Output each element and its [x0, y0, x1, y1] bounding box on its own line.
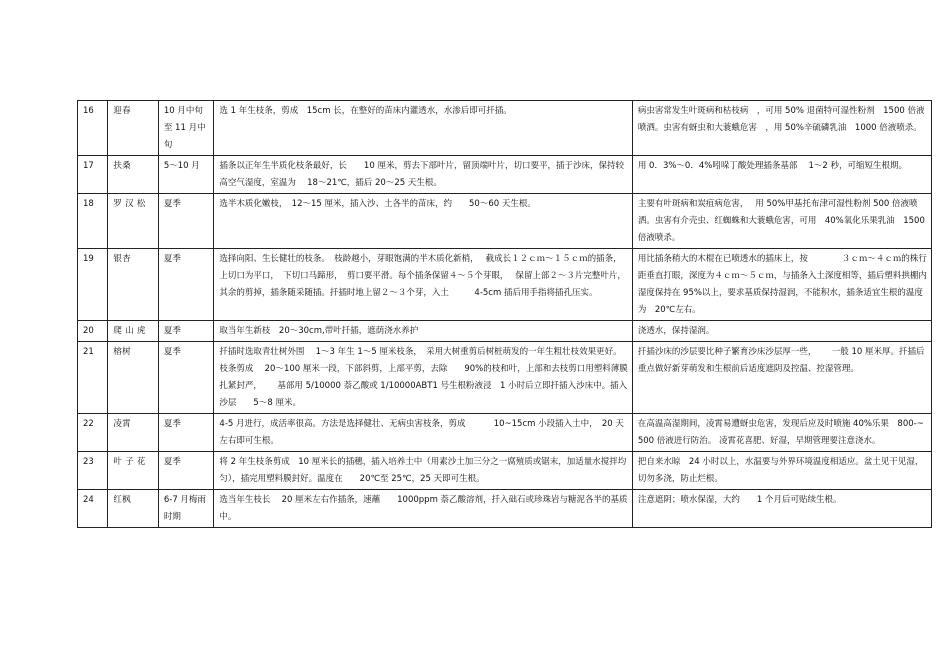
- table-row: [78, 490, 932, 528]
- plant-name: 爬 山 虎: [108, 321, 159, 342]
- cutting-time: 夏季: [158, 452, 214, 490]
- cutting-method: 4-5 月进行，成活率很高。方法是选择健壮、无病虫害枝条，剪成 10~15cm 小段插入土中， 20 天左右即可生根。: [214, 414, 632, 452]
- cutting-method: 选择向阳、生长健壮的枝条。 枝龄越小，芽眼饱满的半木质化新梢， 截成长１２ｃｍ～１５ｃｍ的插条，上切口为平口， 下切口马蹄形， 剪口要平滑。每个插条保留４～５个芽眼， 保留上部２～３片完整叶片，其余的剪掉，插条随采随插。扦插时地上留２～３个芽，入土 4-5cm 插后用手指将插孔压实。: [214, 249, 632, 321]
- table-row: [78, 321, 932, 342]
- plant-name: 迎春: [108, 101, 159, 156]
- cutting-propagation-table: [77, 100, 932, 528]
- row-number: 19: [78, 249, 108, 321]
- plant-name: 榕树: [108, 342, 159, 414]
- cutting-method: 选 1 年生枝条，剪成 15cm 长，在整好的苗床内灌透水，水渗后即可扦插。: [214, 101, 632, 156]
- cutting-time: 夏季: [158, 249, 214, 321]
- cutting-time: 夏季: [158, 414, 214, 452]
- care-notes: 在高温高湿期间，凌霄易遭蚜虫危害，发现后应及时喷施 40%乐果 800-~500 倍液进行防治。 凌霄花喜肥、好湿，早期管理要注意浇水。: [632, 414, 931, 452]
- row-number: 18: [78, 194, 108, 249]
- plant-name: 扶桑: [108, 156, 159, 194]
- row-number: 17: [78, 156, 108, 194]
- plant-name: 罗 汉 松: [108, 194, 159, 249]
- cutting-method: 选半木质化嫩枝， 12～15 厘米，插入沙、土各半的苗床，约 50～60 天生根。: [214, 194, 632, 249]
- cutting-method: 将 2 年生枝条剪成 10 厘米长的插穗，插入培养土中（用素沙土加三分之一腐殖质或锯末，加适量水搅拌均匀），插完用塑料膜封好。温度在 20℃至 25℃，25 天即可生根。: [214, 452, 632, 490]
- table-row: [78, 414, 932, 452]
- plant-name: 银杏: [108, 249, 159, 321]
- table-row: [78, 101, 932, 156]
- care-notes: 扦插沙床的沙层要比种子繁育沙床沙层厚一些， 一般 10 厘米厚。扦插后重点做好新芽萌发和生根前后适度遮阴及控温、控湿管理。: [632, 342, 931, 414]
- plant-name: 凌霄: [108, 414, 159, 452]
- care-notes: 浇透水，保持湿润。: [632, 321, 931, 342]
- cutting-method: 插条以正年生半质化枝条最好，长 10 厘米，剪去下部叶片，留顶端叶片，切口要平，插于沙床，保持较高空气湿度，室温为 18～21℃，插后 20～25 天生根。: [214, 156, 632, 194]
- cutting-time: 5～10 月: [158, 156, 214, 194]
- row-number: 23: [78, 452, 108, 490]
- cutting-time: 6-7 月梅雨时期: [158, 490, 214, 528]
- table-row: [78, 249, 932, 321]
- row-number: 21: [78, 342, 108, 414]
- row-number: 20: [78, 321, 108, 342]
- cutting-time: 夏季: [158, 342, 214, 414]
- table-row: [78, 452, 932, 490]
- care-notes: 把自来水晾 24 小时以上，水温要与外界环境温度相适应。盆土见干见湿，切勿多浇，防止烂根。: [632, 452, 931, 490]
- table-row: [78, 156, 932, 194]
- row-number: 24: [78, 490, 108, 528]
- cutting-time: 夏季: [158, 194, 214, 249]
- plant-name: 叶 子 花: [108, 452, 159, 490]
- cutting-method: 扦插时选取青壮树外围 1～3 年生 1～5 厘米枝条， 采用大树重剪后树桩萌发的一年生粗壮枝效果更好。枝条剪成 20～100 厘米一段，下部斜剪，上部平剪，去除 90%的枝和叶，上部和去枝剪口用塑料薄膜扎紧封严， 基部用 5/10000 萘乙酸或 1/10000ABT1 号生根粉液浸 1 小时后立即扦插入沙床中。插入沙层 5～8 厘米。: [214, 342, 632, 414]
- cutting-time: 夏季: [158, 321, 214, 342]
- cutting-method: 选当年生枝长 20 厘米左右作插条，速蘸 1000ppm 萘乙酸溶剂，扦入础石或珍珠岩与糖泥各半的基质中。: [214, 490, 632, 528]
- care-notes: 用比插条稍大的木棍在已喷透水的插床上，按 ３ｃｍ～４ｃｍ的株行距垂直打眼，深度为４ｃｍ～５ｃｍ，与插条入土深度相等，插后塑料拱棚内湿度保持在 95%以上，要求基质保持湿润，不能积水，插条适宜生根的温度为 20℃左右。: [632, 249, 931, 321]
- care-notes: 注意遮阴；喷水保湿，大约 1 个月后可贴续生根。: [632, 490, 931, 528]
- cutting-time: 10 月中旬至 11 月中旬: [158, 101, 214, 156]
- care-notes: 主要有叶斑病和炭疽病危害， 用 50%甲基托布津可湿性粉剂 500 倍液喷洒。虫害有介壳虫、红蜘蛛和大蓑蛾危害，可用 40%氧化乐果乳油 1500 倍液喷杀。: [632, 194, 931, 249]
- row-number: 22: [78, 414, 108, 452]
- cutting-method: 取当年生新枝 20～30cm,带叶扦插，遮荫浇水养护: [214, 321, 632, 342]
- row-number: 16: [78, 101, 108, 156]
- plant-name: 红枫: [108, 490, 159, 528]
- care-notes: 病虫害常发生叶斑病和枯枝病 ，可用 50% 退菌特可湿性粉剂 1500 倍液喷洒。虫害有蚜虫和大蓑蛾危害 ，用 50%辛硫磷乳油 1000 倍液喷杀。: [632, 101, 931, 156]
- table-row: [78, 342, 932, 414]
- care-notes: 用 0．3%～0．4%吲哚丁酸处理插条基部 1～2 秒，可缩短生根期。: [632, 156, 931, 194]
- table-row: [78, 194, 932, 249]
